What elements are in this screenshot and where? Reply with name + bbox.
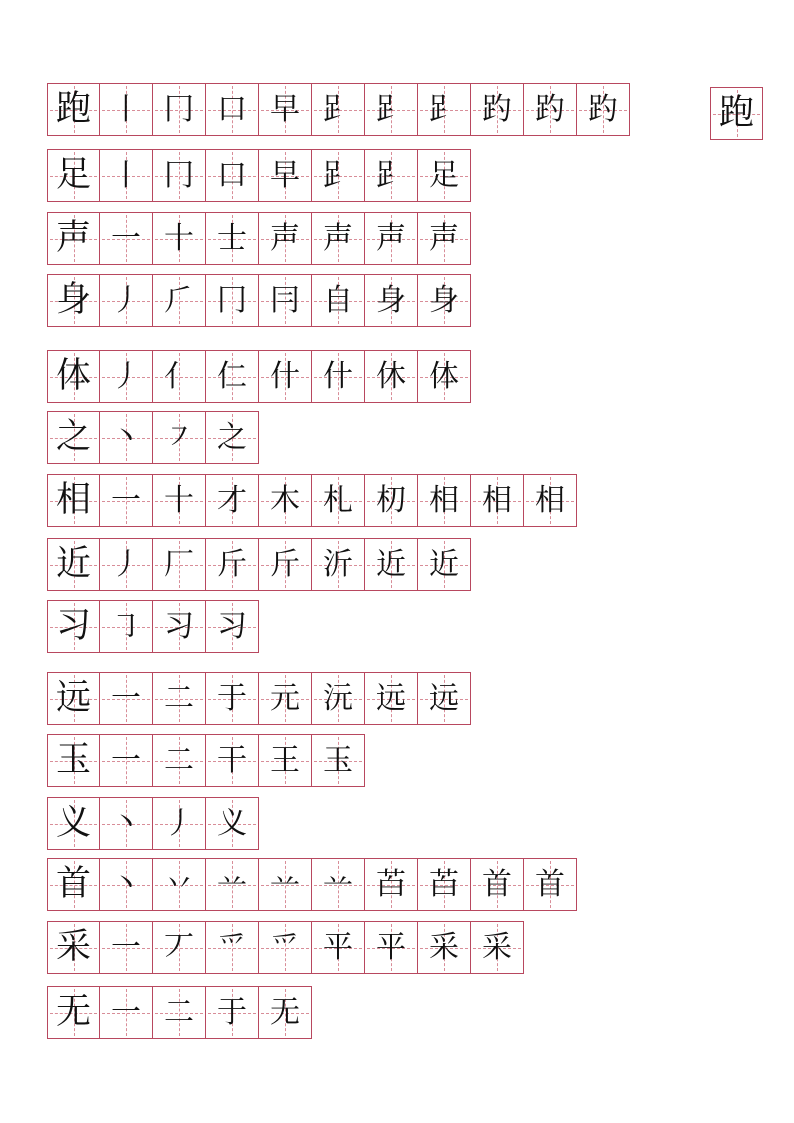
stroke-row-8: [47, 538, 471, 591]
stroke-step-character: 平: [376, 929, 406, 965]
stroke-step-box: [206, 212, 259, 265]
stroke-step-character: 䒑: [323, 866, 353, 902]
stroke-step-box: [153, 274, 206, 327]
stroke-step-character: 爫: [217, 929, 247, 965]
stroke-step-box: [206, 986, 259, 1039]
row-character-box: [47, 350, 100, 403]
stroke-step-character: ㇆: [111, 608, 141, 644]
stroke-step-box: [365, 672, 418, 725]
stroke-step-character: 首: [535, 866, 565, 902]
stroke-step-character: 冃: [270, 282, 300, 318]
stroke-row-9: [47, 600, 259, 653]
row-character: 远: [55, 678, 91, 718]
row-character-box: [47, 149, 100, 202]
stroke-step-box: [312, 149, 365, 202]
stroke-step-box: [259, 858, 312, 911]
stroke-step-character: 二: [164, 994, 194, 1030]
row-character: 首: [55, 864, 91, 904]
stroke-step-box: [206, 411, 259, 464]
stroke-step-box: [206, 350, 259, 403]
stroke-step-box: [206, 858, 259, 911]
stroke-step-box: [365, 538, 418, 591]
stroke-step-box: [418, 921, 471, 974]
stroke-step-character: 相: [429, 482, 459, 518]
stroke-step-character: 二: [164, 680, 194, 716]
stroke-step-box: [524, 83, 577, 136]
stroke-step-box: [100, 538, 153, 591]
row-character: 足: [55, 155, 91, 195]
row-character: 习: [55, 606, 91, 646]
stroke-step-character: 平: [323, 929, 353, 965]
stroke-step-box: [153, 538, 206, 591]
stroke-step-character: 声: [429, 220, 459, 256]
stroke-step-box: [365, 474, 418, 527]
stroke-step-character: 𧾷: [323, 91, 353, 127]
stroke-step-box: [418, 149, 471, 202]
row-character: 跑: [55, 89, 91, 129]
row-character-box: [47, 797, 100, 850]
stroke-step-character: 丆: [164, 929, 194, 965]
stroke-step-character: 丶: [111, 866, 141, 902]
stroke-step-box: [312, 734, 365, 787]
stroke-step-box: [365, 83, 418, 136]
stroke-step-character: 𧾷: [376, 157, 406, 193]
stroke-step-box: [100, 734, 153, 787]
stroke-step-box: [153, 797, 206, 850]
stroke-step-character: 远: [376, 680, 406, 716]
stroke-step-box: [259, 350, 312, 403]
stroke-step-box: [100, 921, 153, 974]
row-character: 无: [55, 992, 91, 1032]
stroke-step-character: 䒑: [217, 866, 247, 902]
stroke-step-character: 声: [376, 220, 406, 256]
stroke-row-12: [47, 797, 259, 850]
stroke-step-character: 丨: [111, 91, 141, 127]
row-character: 玉: [55, 740, 91, 780]
stroke-step-character: 木: [270, 482, 300, 518]
stroke-step-box: [153, 986, 206, 1039]
stroke-step-box: [259, 734, 312, 787]
stroke-step-character: 𧾷: [323, 157, 353, 193]
row-character: 之: [55, 417, 91, 457]
stroke-step-character: 什: [323, 358, 353, 394]
stroke-step-character: ㇇: [164, 419, 194, 455]
row-character-box: [47, 858, 100, 911]
stroke-step-character: 采: [429, 929, 459, 965]
stroke-step-character: 之: [217, 419, 247, 455]
stroke-step-character: 朷: [376, 482, 406, 518]
stroke-step-character: 声: [270, 220, 300, 256]
stroke-step-box: [312, 538, 365, 591]
stroke-step-box: [206, 83, 259, 136]
stroke-step-character: 十: [164, 220, 194, 256]
stroke-step-character: 冂: [217, 282, 247, 318]
stroke-step-character: 札: [323, 482, 353, 518]
stroke-step-character: 足: [429, 157, 459, 193]
stroke-step-character: 丷: [164, 866, 194, 902]
stroke-step-box: [418, 83, 471, 136]
stroke-step-character: 丨: [111, 157, 141, 193]
stroke-step-character: 一: [111, 482, 141, 518]
stroke-step-character: 𧾷: [376, 91, 406, 127]
stroke-row-6: [47, 411, 259, 464]
stroke-step-character: 早: [270, 157, 300, 193]
completed-character: 跑: [718, 93, 754, 133]
stroke-step-character: 一: [111, 680, 141, 716]
stroke-row-1: [47, 83, 630, 136]
stroke-step-character: 相: [535, 482, 565, 518]
stroke-step-character: 丿: [111, 358, 141, 394]
stroke-row-3: [47, 212, 471, 265]
stroke-step-character: 于: [217, 680, 247, 716]
row-character-box: [47, 212, 100, 265]
stroke-step-character: 才: [217, 482, 247, 518]
stroke-step-box: [100, 350, 153, 403]
stroke-step-box: [418, 474, 471, 527]
stroke-step-box: [259, 921, 312, 974]
stroke-step-box: [100, 858, 153, 911]
stroke-step-box: [100, 149, 153, 202]
stroke-step-box: [206, 797, 259, 850]
stroke-step-box: [153, 734, 206, 787]
stroke-row-4: [47, 274, 471, 327]
stroke-step-box: [206, 734, 259, 787]
stroke-step-box: [471, 858, 524, 911]
stroke-step-box: [153, 411, 206, 464]
stroke-step-character: 丶: [111, 805, 141, 841]
stroke-step-box: [418, 672, 471, 725]
stroke-step-box: [418, 858, 471, 911]
stroke-step-character: 远: [429, 680, 459, 716]
stroke-step-box: [100, 274, 153, 327]
stroke-step-character: 丿: [111, 282, 141, 318]
stroke-step-character: 玉: [323, 742, 353, 778]
stroke-step-box: [312, 274, 365, 327]
row-character-box: [47, 921, 100, 974]
stroke-step-character: 厂: [164, 546, 194, 582]
stroke-step-character: 相: [482, 482, 512, 518]
stroke-step-box: [206, 538, 259, 591]
stroke-step-character: 近: [429, 546, 459, 582]
stroke-step-character: 干: [217, 742, 247, 778]
stroke-step-box: [312, 474, 365, 527]
row-character: 相: [55, 480, 91, 520]
stroke-step-box: [471, 83, 524, 136]
stroke-step-box: [100, 600, 153, 653]
stroke-step-box: [365, 274, 418, 327]
stroke-step-box: [312, 350, 365, 403]
stroke-step-character: 趵: [482, 91, 512, 127]
stroke-step-character: 近: [376, 546, 406, 582]
stroke-step-character: 口: [217, 157, 247, 193]
stroke-step-box: [206, 921, 259, 974]
stroke-step-character: 斤: [217, 546, 247, 582]
stroke-step-box: [259, 212, 312, 265]
stroke-step-box: [206, 672, 259, 725]
stroke-step-character: 于: [217, 994, 247, 1030]
row-character: 近: [55, 544, 91, 584]
stroke-step-box: [100, 83, 153, 136]
completed-character-box: [710, 87, 763, 140]
stroke-step-character: 义: [217, 805, 247, 841]
stroke-step-character: 苩: [376, 866, 406, 902]
stroke-row-2: [47, 149, 471, 202]
stroke-step-character: 口: [217, 91, 247, 127]
stroke-step-box: [471, 921, 524, 974]
row-character: 义: [55, 803, 91, 843]
stroke-step-character: 丿: [164, 805, 194, 841]
stroke-step-character: 声: [323, 220, 353, 256]
stroke-step-character: 习: [164, 608, 194, 644]
row-character: 声: [55, 218, 91, 258]
stroke-row-15: [47, 986, 312, 1039]
stroke-step-character: 习: [217, 608, 247, 644]
stroke-step-character: 丿: [111, 546, 141, 582]
stroke-step-box: [206, 149, 259, 202]
stroke-step-box: [153, 600, 206, 653]
stroke-step-character: 什: [270, 358, 300, 394]
row-character-box: [47, 600, 100, 653]
stroke-step-box: [418, 274, 471, 327]
stroke-step-box: [312, 212, 365, 265]
stroke-step-box: [259, 474, 312, 527]
stroke-step-box: [418, 212, 471, 265]
stroke-step-box: [259, 672, 312, 725]
stroke-step-box: [153, 83, 206, 136]
stroke-step-box: [206, 474, 259, 527]
stroke-step-character: 仁: [217, 358, 247, 394]
stroke-step-character: 体: [429, 358, 459, 394]
stroke-step-box: [524, 858, 577, 911]
stroke-row-14: [47, 921, 524, 974]
stroke-step-character: 身: [376, 282, 406, 318]
stroke-step-character: 䒑: [270, 866, 300, 902]
stroke-row-11: [47, 734, 365, 787]
row-character-box: [47, 734, 100, 787]
stroke-step-box: [259, 149, 312, 202]
stroke-step-character: 早: [270, 91, 300, 127]
stroke-step-character: 爫: [270, 929, 300, 965]
stroke-step-box: [471, 474, 524, 527]
stroke-step-box: [365, 212, 418, 265]
stroke-step-box: [365, 921, 418, 974]
stroke-step-character: 沂: [323, 546, 353, 582]
stroke-step-character: 十: [164, 482, 194, 518]
stroke-step-box: [259, 538, 312, 591]
stroke-step-character: 一: [111, 994, 141, 1030]
stroke-row-7: [47, 474, 577, 527]
stroke-row-10: [47, 672, 471, 725]
stroke-step-box: [100, 672, 153, 725]
stroke-step-character: 一: [111, 220, 141, 256]
stroke-step-character: 一: [111, 742, 141, 778]
row-character-box: [47, 411, 100, 464]
stroke-step-box: [418, 350, 471, 403]
stroke-step-box: [259, 274, 312, 327]
stroke-step-character: 士: [217, 220, 247, 256]
stroke-row-13: [47, 858, 577, 911]
stroke-step-box: [312, 921, 365, 974]
stroke-step-character: 自: [323, 282, 353, 318]
stroke-step-box: [153, 212, 206, 265]
stroke-step-character: 元: [270, 680, 300, 716]
stroke-step-box: [259, 986, 312, 1039]
row-character-box: [47, 986, 100, 1039]
stroke-step-box: [365, 858, 418, 911]
stroke-step-box: [100, 797, 153, 850]
stroke-step-character: 丶: [111, 419, 141, 455]
stroke-step-character: 无: [270, 994, 300, 1030]
stroke-step-box: [153, 921, 206, 974]
stroke-step-character: 冂: [164, 91, 194, 127]
stroke-step-character: 王: [270, 742, 300, 778]
stroke-step-box: [153, 672, 206, 725]
stroke-step-character: 二: [164, 742, 194, 778]
stroke-step-character: 趵: [588, 91, 618, 127]
stroke-step-character: 𧾷: [429, 91, 459, 127]
stroke-step-box: [365, 350, 418, 403]
stroke-step-box: [100, 474, 153, 527]
stroke-step-character: 首: [482, 866, 512, 902]
stroke-step-box: [153, 858, 206, 911]
stroke-step-box: [418, 538, 471, 591]
row-character-box: [47, 83, 100, 136]
stroke-step-box: [100, 212, 153, 265]
stroke-step-box: [100, 411, 153, 464]
stroke-step-character: ⺁: [164, 282, 194, 318]
stroke-step-character: 斤: [270, 546, 300, 582]
stroke-step-box: [153, 149, 206, 202]
row-character: 体: [55, 356, 91, 396]
stroke-step-box: [153, 474, 206, 527]
stroke-step-character: 沅: [323, 680, 353, 716]
stroke-step-box: [206, 274, 259, 327]
stroke-step-character: 冂: [164, 157, 194, 193]
row-character: 身: [55, 280, 91, 320]
stroke-step-box: [524, 474, 577, 527]
row-character-box: [47, 274, 100, 327]
stroke-step-box: [100, 986, 153, 1039]
stroke-step-box: [153, 350, 206, 403]
stroke-step-box: [365, 149, 418, 202]
stroke-step-box: [206, 600, 259, 653]
stroke-step-box: [577, 83, 630, 136]
stroke-step-box: [259, 83, 312, 136]
stroke-step-character: 苩: [429, 866, 459, 902]
stroke-step-character: 亻: [164, 358, 194, 394]
stroke-step-box: [312, 672, 365, 725]
row-character: 采: [55, 927, 91, 967]
stroke-row-5: [47, 350, 471, 403]
stroke-step-box: [312, 858, 365, 911]
stroke-step-box: [312, 83, 365, 136]
stroke-step-character: 休: [376, 358, 406, 394]
row-character-box: [47, 538, 100, 591]
row-character-box: [47, 474, 100, 527]
stroke-step-character: 一: [111, 929, 141, 965]
stroke-step-character: 身: [429, 282, 459, 318]
stroke-step-character: 采: [482, 929, 512, 965]
stroke-step-character: 趵: [535, 91, 565, 127]
row-character-box: [47, 672, 100, 725]
